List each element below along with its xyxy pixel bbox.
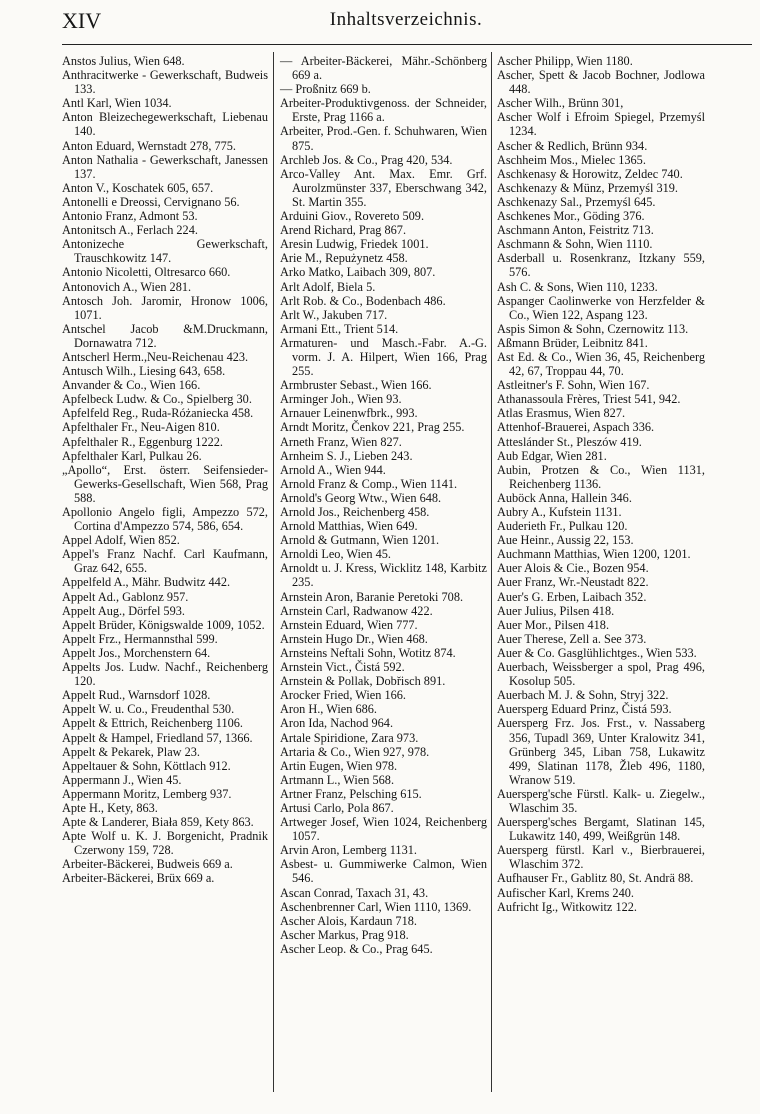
index-entry: Appelt Ad., Gablonz 957. bbox=[62, 589, 189, 604]
index-entry: Antl Karl, Wien 1034. bbox=[62, 96, 172, 111]
index-entry: Aub Edgar, Wien 281. bbox=[497, 448, 607, 463]
index-entry: Antscherl Herm.,Neu-Reichenau 423. bbox=[62, 349, 249, 364]
index-entry: Artner Franz, Pelsching 615. bbox=[280, 786, 422, 801]
index-entry: Aspis Simon & Sohn, Czernowitz 113. bbox=[497, 321, 689, 336]
index-entry: Arend Richard, Prag 867. bbox=[280, 223, 407, 238]
index-entry: Antonitsch A., Ferlach 224. bbox=[62, 223, 198, 238]
index-entry: Arnold's Georg Wtw., Wien 648. bbox=[280, 490, 442, 505]
index-entry: Aßmann Brüder, Leibnitz 841. bbox=[497, 335, 648, 350]
index-entry: Auersperg fürstl. Karl v., Bierbrauerei, Wlaschim 372. bbox=[497, 843, 705, 872]
index-entry: Armani Ett., Trient 514. bbox=[280, 321, 399, 336]
index-entry: Aufricht Ig., Witkowitz 122. bbox=[497, 899, 637, 914]
index-entry: Arnstein Eduard, Wien 777. bbox=[280, 617, 418, 632]
index-entry: Auer's G. Erben, Laibach 352. bbox=[497, 589, 647, 604]
index-entry: — Proßnitz 669 b. bbox=[280, 82, 371, 97]
index-entry: Aufhauser Fr., Gablitz 80, St. Andrä 88. bbox=[497, 871, 694, 886]
index-entry: Auersperg'sches Bergamt, Slatinan 145, Lukawitz 140, 499, Weißgrün 148. bbox=[497, 815, 705, 844]
index-entry: Artusi Carlo, Pola 867. bbox=[280, 800, 394, 815]
index-entry: Arlt Adolf, Biela 5. bbox=[280, 279, 376, 294]
index-entry: Apfelbeck Ludw. & Co., Spielberg 30. bbox=[62, 392, 252, 407]
index-entry: Armaturen- und Masch.-Fabr. A.-G. vorm. J. A. Hilpert, Wien 166, Prag 255. bbox=[280, 335, 487, 379]
index-entry: Apte & Landerer, Biała 859, Kety 863. bbox=[62, 815, 254, 830]
index-entry: Aschenbrenner Carl, Wien 1110, 1369. bbox=[280, 899, 472, 914]
index-entry: Auer Therese, Zell a. See 373. bbox=[497, 631, 647, 646]
page-title: Inhaltsverzeichnis. bbox=[329, 9, 483, 30]
index-entry: Antosch Joh. Jaromir, Hronow 1006, 1071. bbox=[62, 293, 268, 322]
index-entry: Anton Eduard, Wernstadt 278, 775. bbox=[62, 138, 236, 153]
index-entry: Appel Adolf, Wien 852. bbox=[62, 533, 180, 548]
index-entry: Aresin Ludwig, Friedek 1001. bbox=[280, 237, 429, 252]
index-entry: Aubin, Protzen & Co., Wien 1131, Reichenberg 1136. bbox=[497, 462, 705, 491]
index-entry: Auerbach M. J. & Sohn, Stryj 322. bbox=[497, 688, 669, 703]
index-entry: Arnold A., Wien 944. bbox=[280, 462, 386, 477]
index-entry: „Apollo“, Erst. österr. Seifensieder-Gewerks-Gesellschaft, Wien 568, Prag 588. bbox=[62, 462, 268, 505]
index-entry: Artweger Josef, Wien 1024, Reichenberg 1057. bbox=[280, 815, 487, 844]
index-entry: Aschheim Mos., Mielec 1365. bbox=[497, 152, 646, 167]
index-entry: Arduini Giov., Rovereto 509. bbox=[280, 209, 425, 224]
index-entry: Arnstein Hugo Dr., Wien 468. bbox=[280, 631, 428, 646]
index-entry: Ast Ed. & Co., Wien 36, 45, Reichenberg 42, 67, Troppau 44, 70. bbox=[497, 349, 705, 379]
index-column-middle bbox=[280, 54, 487, 956]
index-entry: Auerbach, Weissberger a spol, Prag 496, Kosolup 505. bbox=[497, 660, 705, 689]
index-entry: Appelt W. u. Co., Freudenthal 530. bbox=[62, 702, 235, 717]
index-entry: Auer Alois & Cie., Bozen 954. bbox=[497, 561, 649, 576]
index-entry: Apfelthaler Fr., Neu-Aigen 810. bbox=[62, 420, 220, 435]
column-divider bbox=[491, 52, 492, 1092]
index-entry: Arbeiter-Bäckerei, Budweis 669 a. bbox=[62, 857, 233, 872]
index-entry: Asderball u. Rosenkranz, Itzkany 559, 576. bbox=[497, 251, 705, 280]
index-entry: Arnstein & Pollak, Dobřisch 891. bbox=[280, 674, 446, 689]
index-entry: Ascher Philipp, Wien 1180. bbox=[497, 54, 633, 68]
index-entry: Arvin Aron, Lemberg 1131. bbox=[280, 843, 417, 858]
index-entry: Aspanger Caolinwerke von Herzfelder & Co., Wien 122, Aspang 123. bbox=[497, 293, 705, 322]
index-entry: Arndt Moritz, Čenkov 221, Prag 255. bbox=[280, 420, 465, 435]
column-divider bbox=[273, 52, 274, 1092]
index-entry: Asbest- u. Gummiwerke Calmon, Wien 546. bbox=[280, 857, 487, 886]
index-entry: Appelt Brüder, Königswalde 1009, 1052. bbox=[62, 617, 265, 632]
index-entry: Anthracitwerke - Gewerkschaft, Budweis 133. bbox=[62, 68, 268, 97]
index-entry: Appelt & Hampel, Friedland 57, 1366. bbox=[62, 730, 253, 745]
index-entry: Antusch Wilh., Liesing 643, 658. bbox=[62, 364, 226, 379]
index-entry: Anton Bleizechegewerkschaft, Liebenau 140. bbox=[62, 110, 268, 139]
index-entry: Artaria & Co., Wien 927, 978. bbox=[280, 744, 430, 759]
index-entry: Arnold Jos., Reichenberg 458. bbox=[280, 505, 430, 519]
index-entry: Armbruster Sebast., Wien 166. bbox=[280, 378, 432, 393]
index-entry: Aschkenasy & Horowitz, Zeldec 740. bbox=[497, 166, 683, 181]
index-entry: Auersperg Eduard Prinz, Čistá 593. bbox=[497, 702, 672, 717]
index-entry: Auer & Co. Gasglühlichtges., Wien 533. bbox=[497, 645, 697, 660]
index-entry: Apte H., Kety, 863. bbox=[62, 800, 158, 815]
index-entry: Aschkenes Mor., Göding 376. bbox=[497, 209, 645, 224]
index-entry: Appelt & Ettrich, Reichenberg 1106. bbox=[62, 716, 243, 731]
index-entry: Appelt Aug., Dörfel 593. bbox=[62, 603, 185, 618]
index-entry: Arnold Matthias, Wien 649. bbox=[280, 519, 418, 534]
index-entry: Arlt Rob. & Co., Bodenbach 486. bbox=[280, 293, 446, 308]
index-column-left bbox=[62, 54, 268, 886]
index-entry: Aschmann & Sohn, Wien 1110. bbox=[497, 237, 653, 252]
index-entry: Arneth Franz, Wien 827. bbox=[280, 434, 402, 449]
index-entry: Auer Mor., Pilsen 418. bbox=[497, 617, 610, 632]
index-entry: Apfelfeld Reg., Ruda-Różaniecka 458. bbox=[62, 406, 254, 421]
index-entry: Arnstein Carl, Radwanow 422. bbox=[280, 603, 433, 618]
index-entry: Appermann Moritz, Lemberg 937. bbox=[62, 786, 232, 801]
index-entry: Atteslánder St., Pleszów 419. bbox=[497, 434, 642, 449]
index-entry: Aubry A., Kufstein 1131. bbox=[497, 505, 622, 519]
index-entry: Auer Julius, Pilsen 418. bbox=[497, 603, 615, 618]
index-entry: Astleitner's F. Sohn, Wien 167. bbox=[497, 378, 650, 393]
index-entry: Appermann J., Wien 45. bbox=[62, 772, 182, 787]
index-entry: Auersperg'sche Fürstl. Kalk- u. Ziegelw., Wlaschim 35. bbox=[497, 786, 705, 815]
index-entry: Ash C. & Sons, Wien 110, 1233. bbox=[497, 279, 658, 294]
index-entry: Arnstein Vict., Čistá 592. bbox=[280, 660, 405, 675]
index-entry: Aue Heinr., Aussig 22, 153. bbox=[497, 533, 634, 548]
page-header bbox=[62, 8, 750, 38]
index-entry: Arnold Franz & Comp., Wien 1141. bbox=[280, 476, 458, 491]
index-entry: Anvander & Co., Wien 166. bbox=[62, 378, 201, 393]
index-entry: Ascher Leop. & Co., Prag 645. bbox=[280, 941, 433, 956]
index-entry: Appelt Rud., Warnsdorf 1028. bbox=[62, 688, 211, 703]
index-entry: Antonelli e Dreossi, Cervignano 56. bbox=[62, 194, 240, 209]
index-entry: Ascher Wilh., Brünn 301, bbox=[497, 96, 624, 111]
index-entry: Ascan Conrad, Taxach 31, 43. bbox=[280, 885, 429, 900]
index-entry: Anstos Julius, Wien 648. bbox=[62, 54, 185, 68]
index-entry: Aron Ida, Nachod 964. bbox=[280, 716, 394, 731]
index-entry: Ascher Wolf i Efroim Spiegel, Przemyśl 1234. bbox=[497, 110, 705, 139]
index-entry: Anton Nathalia - Gewerkschaft, Janessen 137. bbox=[62, 152, 268, 181]
index-entry: Aschkenazy Sal., Przemyśl 645. bbox=[497, 194, 656, 209]
index-entry: Arbeiter-Bäckerei, Brüx 669 a. bbox=[62, 871, 215, 886]
index-entry: Aufischer Karl, Krems 240. bbox=[497, 885, 634, 900]
index-entry: Arnoldt u. J. Kress, Wicklitz 148, Karbitz 235. bbox=[280, 561, 487, 590]
header-rule bbox=[62, 44, 752, 45]
index-entry: Arnauer Leinenwfbrk., 993. bbox=[280, 406, 418, 421]
index-entry: Arbeiter, Prod.-Gen. f. Schuhwaren, Wien 875. bbox=[280, 124, 487, 153]
index-entry: Apfelthaler Karl, Pulkau 26. bbox=[62, 448, 202, 463]
index-entry: Arbeiter-Produktivgenoss. der Schneider, Erste, Prag 1166 a. bbox=[280, 96, 487, 125]
index-entry: Appelt Frz., Hermannsthal 599. bbox=[62, 631, 218, 646]
index-entry: Aron H., Wien 686. bbox=[280, 702, 377, 717]
index-entry: Arie M., Repużynetz 458. bbox=[280, 251, 408, 266]
index-column-right bbox=[497, 54, 705, 914]
index-entry: Arko Matko, Laibach 309, 807. bbox=[280, 265, 436, 280]
index-entry: Antonizeche Gewerkschaft, Trauschkowitz 147. bbox=[62, 237, 268, 266]
index-entry: Ascher Markus, Prag 918. bbox=[280, 927, 409, 942]
index-entry: Antonovich A., Wien 281. bbox=[62, 279, 192, 294]
index-entry: Artale Spiridione, Zara 973. bbox=[280, 730, 419, 745]
index-entry: Athanassoula Frères, Triest 541, 942. bbox=[497, 392, 681, 407]
index-entry: Attenhof-Brauerei, Aspach 336. bbox=[497, 420, 655, 435]
index-entry: — Arbeiter-Bäckerei, Mähr.-Schönberg 669 a. bbox=[280, 54, 487, 83]
index-entry: Arnold & Gutmann, Wien 1201. bbox=[280, 533, 440, 548]
index-entry: Appelt & Pekarek, Plaw 23. bbox=[62, 744, 200, 759]
index-entry: Auer Franz, Wr.-Neustadt 822. bbox=[497, 575, 649, 590]
index-entry: Artin Eugen, Wien 978. bbox=[280, 758, 398, 773]
index-entry: Auderieth Fr., Pulkau 120. bbox=[497, 519, 628, 534]
index-entry: Antonio Nicoletti, Oltresarco 660. bbox=[62, 265, 231, 280]
index-entry: Antonio Franz, Admont 53. bbox=[62, 209, 198, 224]
index-entry: Ascher Alois, Kardaun 718. bbox=[280, 913, 417, 928]
index-entry: Ascher & Redlich, Brünn 934. bbox=[497, 138, 648, 153]
index-entry: Appel's Franz Nachf. Carl Kaufmann, Graz 642, 655. bbox=[62, 547, 268, 576]
index-entry: Arminger Joh., Wien 93. bbox=[280, 392, 402, 407]
index-entry: Arocker Fried, Wien 166. bbox=[280, 688, 406, 703]
index-entry: Arnsteins Neftali Sohn, Wotitz 874. bbox=[280, 645, 456, 660]
index-entry: Antschel Jacob &M.Druckmann, Dornawatra 712. bbox=[62, 321, 268, 350]
index-entry: Auböck Anna, Hallein 346. bbox=[497, 490, 632, 505]
index-entry: Aschmann Anton, Feistritz 713. bbox=[497, 223, 654, 238]
index-entry: Archleb Jos. & Co., Prag 420, 534. bbox=[280, 152, 453, 167]
index-entry: Apollonio Angelo figli, Ampezzo 572, Cortina d'Ampezzo 574, 586, 654. bbox=[62, 505, 268, 534]
index-entry: Ascher, Spett & Jacob Bochner, Jodlowa 448. bbox=[497, 68, 705, 97]
page-number: XIV bbox=[62, 8, 102, 33]
index-entry: Auersperg Frz. Jos. Frst., v. Nassaberg 356, Tupadl 369, Unter Kralowitz 341, Grünberg 345, Liban 758, Lukawitz 499, Slatinan 1178, Žleb 496, 1180, Wranow 519. bbox=[497, 716, 705, 787]
index-entry: Aschkenazy & Münz, Przemyśl 319. bbox=[497, 180, 679, 195]
index-entry: Arnoldi Leo, Wien 45. bbox=[280, 547, 391, 562]
index-entry: Appelfeld A., Mähr. Budwitz 442. bbox=[62, 575, 231, 590]
index-entry: Artmann L., Wien 568. bbox=[280, 772, 395, 787]
index-entry: Arnheim S. J., Lieben 243. bbox=[280, 448, 413, 463]
index-entry: Appeltauer & Sohn, Köttlach 912. bbox=[62, 758, 231, 773]
index-entry: Auchmann Matthias, Wien 1200, 1201. bbox=[497, 547, 691, 562]
index-entry: Arco-Valley Ant. Max. Emr. Grf. Aurolzmünster 337, Eberschwang 342, St. Martin 355. bbox=[280, 166, 487, 209]
index-entry: Atlas Erasmus, Wien 827. bbox=[497, 406, 626, 421]
index-entry: Arnstein Aron, Baranie Peretoki 708. bbox=[280, 589, 464, 604]
index-entry: Arlt W., Jakuben 717. bbox=[280, 307, 388, 322]
index-entry: Appelts Jos. Ludw. Nachf., Reichenberg 120. bbox=[62, 660, 268, 689]
index-entry: Appelt Jos., Morchenstern 64. bbox=[62, 645, 211, 660]
index-entry: Apfelthaler R., Eggenburg 1222. bbox=[62, 434, 223, 449]
index-entry: Anton V., Koschatek 605, 657. bbox=[62, 180, 214, 195]
index-entry: Apte Wolf u. K. J. Borgenicht, Pradnik Czerwony 159, 728. bbox=[62, 829, 268, 858]
